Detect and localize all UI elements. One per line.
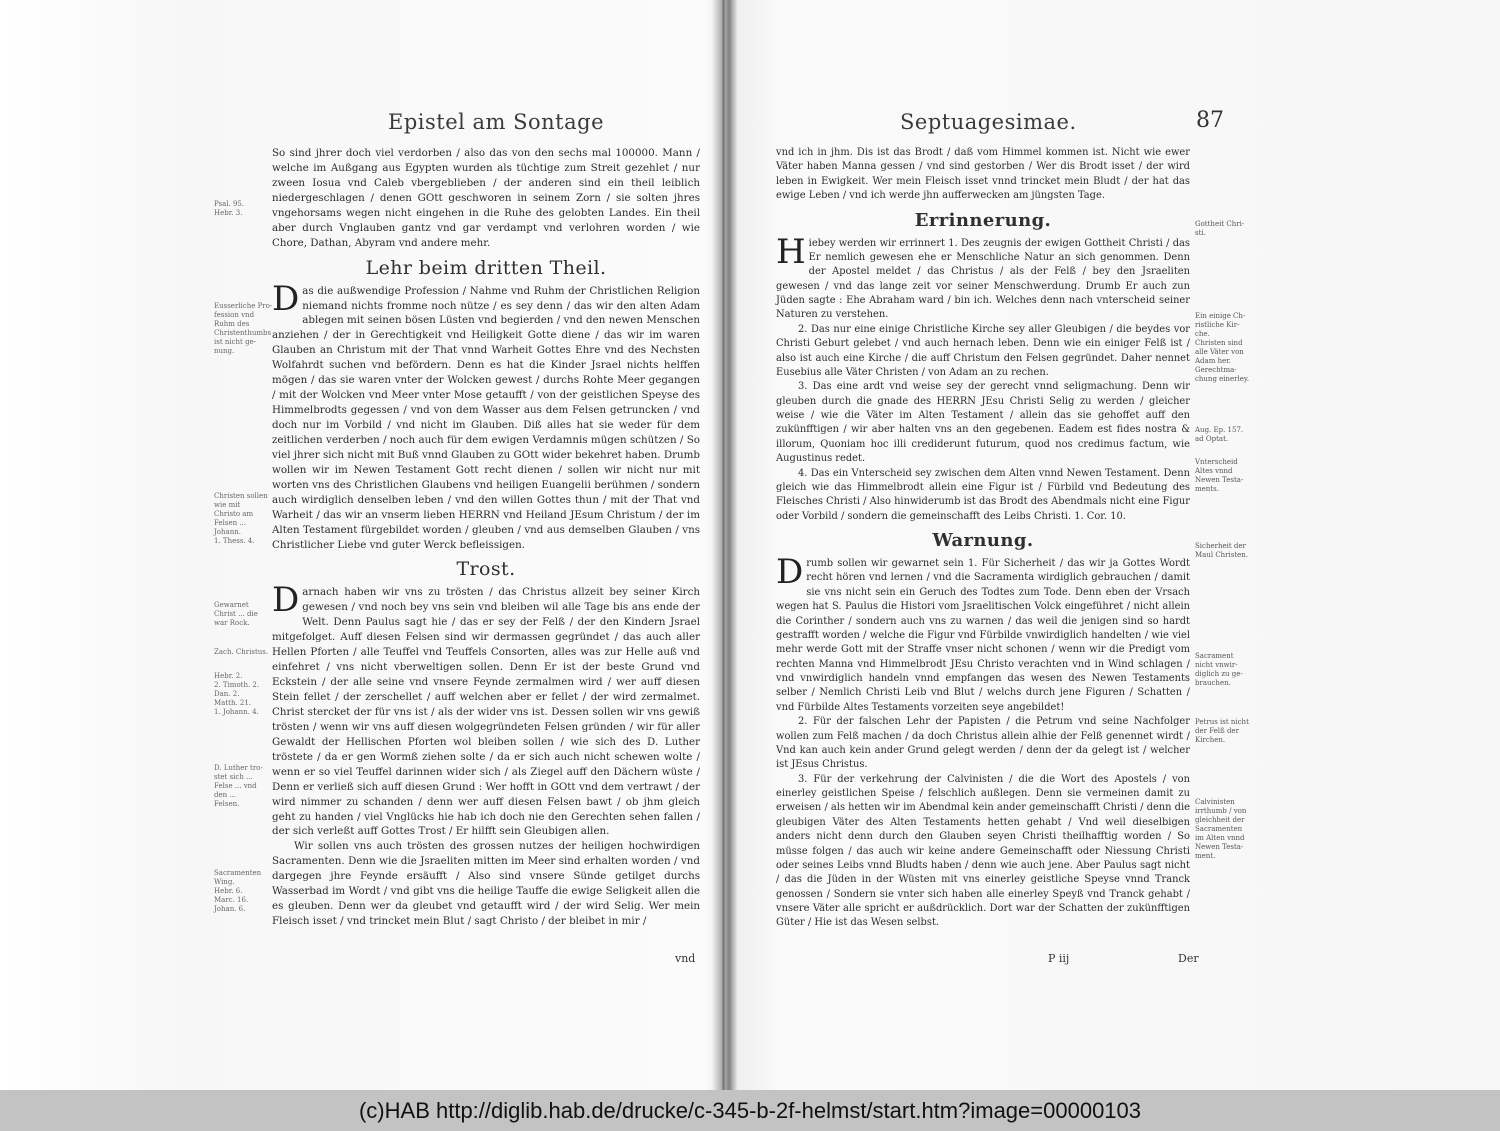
page-number: 87 bbox=[1196, 108, 1224, 133]
warnung-paragraph: 3. Für der verkehrung der Calvinisten / die die Wort des Apostels / von einerley geistlichen Speise / felschlich außlegen. Denn sie vermeinen damit zu erweisen / als hetten wir im Abendmal kein ander gemeinschafft Christi / denn die gleubigen Väter des Alten Testaments hetten gehabt / Vnd weil dieselbigen anders nicht denn durch den Glauben seyen Christi theilhafftig worden / So müsse folgen / das auch wir keine andere Gemeinschafft oder Niessung Christi oder seines Leibs vnnd Bludts haben / denn wie auch jene. Aber Paulus sagt nicht / das die Jüden in der Wüsten mit vns einerley geistliche Speyse vnnd Tranck genossen / Sondern sie vnter sich haben alle einerley Speyß vnd Tranck gehabt / vnsere Väter alle spricht er außdrücklich. Dort war der Schatten der zukünfftigen Güter / Hie ist das Wesen selbst. bbox=[776, 773, 1190, 929]
margin-note: Psal. 95. Hebr. 3. bbox=[214, 200, 245, 217]
book-gutter bbox=[712, 0, 734, 1090]
margin-note: Sacrament nicht vnwir- diglich zu ge- brauchen. bbox=[1195, 652, 1243, 687]
left-page bbox=[160, 96, 715, 976]
margin-note: Aug. Ep. 157. ad Optat. bbox=[1195, 426, 1244, 443]
section-heading-trost: Trost. bbox=[456, 558, 516, 581]
warnung-paragraph: 2. Für der falschen Lehr der Papisten / die Petrum vnd seine Nachfolger wollen zum Felß machen / da doch Christus allein alhie der Felß genennet wirdt / Vnd kan auch kein ander Grund gelegt werden / denn der da gelegt ist / welcher ist JEsus Christus. bbox=[776, 716, 1190, 771]
trost-paragraph: Wir sollen vns auch trösten des grossen nutzes der heiligen hochwirdigen Sacramenten. Denn wie die Jsraeliten mitten im Meer sind erhalten worden / vnd dargegen jhre Feynde ersäufft / Also sind vnsere Sünde getilget durchs Wasserbad im Wordt / vnd gibt vns die heilige Tauffe die ewige Seligkeit allen die es gleuben. Denn wer da gleubet vnd getaufft wird / der wird Selig. Wer mein Fleisch isset / vnd trincket mein Blut / sagt Christo / der bleibet in mir / bbox=[272, 840, 700, 928]
right-page bbox=[770, 96, 1260, 976]
attribution-text: (c)HAB http://diglib.hab.de/drucke/c-345-b-2f-helmst/start.htm?image=00000103 bbox=[358, 1097, 1142, 1123]
margin-note: Eusserliche Pro- fession vnd Ruhm des Christenthumbs ist nicht ge- nung. bbox=[214, 302, 273, 355]
attribution-bar bbox=[0, 1090, 1500, 1131]
lehr-paragraph: Das die außwendige Profession / Nahme vnd Ruhm der Christlichen Religion niemand nichts fromme noch nütze / es sey denn / das wir den alten Adam ablegen mit seinen bösen Lüsten vnd begierden / vnd den newen Menschen anziehen / der in Gerechtigkeit vnd Heiligkeit Gotte diene / das wir im waren Glauben an Christum mit der That vnnd Warheit Gottes Ehre vnd des Nechsten Wolfahrdt suchen vnd befördern. Denn es hat die Kinder Jsrael nichts helffen mögen / das sie waren vnter der Wolcken gewest / durchs Rohte Meer gegangen / mit der Wolcken vnd Meer vnter Mose getaufft / von der geistlichen Speyse des Himmelbrodts gegessen / vnd von dem Wasser aus dem Felsen getruncken / vnd doch nur im Vorbild / vnd nicht im Glauben. Diß alles hat sie weder für dem zeitlichen verderben / noch auch für dem ewigen Verdamnis mügen schützen / So viel jhrer sich nicht mit Buß vnnd Glauben zu GOtt wider bekehret haben. Drumb wollen wir im Newen Testament Gott recht dienen / sollen wir nicht nur mit worten vns des Christlichen Glaubens vnd heiligen Euangelii berühmen / sondern auch wirdiglich denselben leben / vnd den willen Gottes thun / mit der That vnd Warheit / das wir an vnserm lieben HERRN vnd Heiland JEsum Christum / der im Alten Testament fürgebildet worden / gleuben / vnd aus demselben Glauben / vns Christlicher Liebe vnd guter Werck befleissigen. bbox=[272, 278, 700, 551]
margin-note: Ein einige Ch- ristliche Kir- che. Christen sind alle Väter von Adam her. Gerechtma- chung einerley. bbox=[1195, 312, 1250, 383]
left-text-column bbox=[272, 146, 700, 929]
intro-paragraph: vnd ich in jhm. Dis ist das Brodt / daß vom Himmel kommen ist. Nicht wie ewer Väter haben Manna gessen / vnd sind gestorben / Wer dis Brodt isset / der wird leben in Ewigkeit. Wer mein Fleisch isset vnnd trincket mein Bludt / der hat das ewige Leben / vnd ich werde jhn aufferwecken am jüngsten Tage. bbox=[776, 147, 1190, 202]
margin-note: Zach. Christus. bbox=[214, 648, 269, 656]
errinnerung-paragraph: Hiebey werden wir errinnert 1. Des zeugnis der ewigen Gottheit Christi / das Er nemlich gewesen ehe er Menschliche Natur an sich genommen. Denn der Apostel meldet / das Christus / als der Felß / bey den Jsraeliten gewesen / vnd das lange zeit vor seiner Menschwerdung. Drumb Er auch zun Jüden sagte : Ehe Abraham ward / bin ich. Welches denn nach vnterscheid seiner Naturen zu verstehen. bbox=[776, 231, 1190, 321]
warnung-paragraph: Drumb sollen wir gewarnet sein 1. Für Sicherheit / das wir ja Gottes Wordt recht hören vnd lernen / vnd die Sacramenta wirdiglich gebrauchen / damit sie vns nicht sein ein Geruch des Todtes zum Tode. Denn eben der Vrsach wegen hat S. Paulus die Histori vom Jsraelitischen Volck eingeführet / nicht allein die Corinther / sondern auch vns zu warnen / das weil die jenigen sind so hardt gestrafft worden / welche die Figur vnd Fürbilde vnwirdiglich handelten / wie viel mehr werde Gott mit der Straffe vnser nicht schonen / wenn wir die Predigt vom rechten Manna vnd Himmelbrodt JEsu Christo verachten vnd in Wind schlagen / vnd vnwirdiglich handeln vnnd empfangen das wesen des Newen Testaments selber / Nemlich Christi Leib vnd Blut / welchs durch jene Figuren / Schatten / vnd Fürbilde Altes Testaments vorzeiten seye angebildet! bbox=[776, 552, 1190, 713]
margin-note: D. Luther tro- stet sich ... Felse ... vnd den ... Felsen. bbox=[214, 764, 263, 808]
margin-note: Vnterscheid Altes vnnd Newen Testa- ments. bbox=[1195, 458, 1244, 493]
right-running-head: Septuagesimae. bbox=[900, 110, 1077, 134]
signature-mark: P iij bbox=[1048, 952, 1070, 965]
errinnerung-paragraph: 2. Das nur eine einige Christliche Kirche sey aller Gleubigen / die beydes vor Christi Geburt gelebet / vnd auch hernach leben. Denn wie ein einiger Felß ist / also ist auch eine Kirche / die auff Christum den Felsen gegründet. Daher nennet Eusebius alle Väter Christen / von Adam an zu rechen. bbox=[776, 323, 1190, 378]
intro-paragraph: So sind jhrer doch viel verdorben / also das von den sechs mal 100000. Mann / welche im Außgang aus Egypten wurden als tüchtige zum Streit gezehlet / nur zween Iosua vnd Caleb vbergeblieben / der anderen sind ein theil leiblich niedergeschlagen / denen GOtt geschworen in seinem Zorn / sie solten jhres vngehorsams wegen nicht eingehen in die Ruhe des gelobten Landes. Ein theil aber durch Vnglauben gantz vnd gar verdampt vnd verlohren worden / wie Chore, Dathan, Abyram vnd andere mehr. bbox=[272, 147, 700, 249]
margin-note: Petrus ist nicht der Felß der Kirchen. bbox=[1195, 718, 1249, 744]
left-catchword: vnd bbox=[675, 952, 696, 965]
margin-note: Hebr. 2. 2. Timoth. 2. Dan. 2. Matth. 21. 1. Johann. 4. bbox=[214, 672, 260, 716]
margin-note: Calvinisten irrthumb / von gleichheit der Sacramenten im Alten vnnd Newen Testa- ment. bbox=[1195, 798, 1247, 860]
margin-note: Gewarnet Christ ... die war Rock. bbox=[214, 601, 258, 627]
errinnerung-paragraph: 4. Das ein Vnterscheid sey zwischen dem Alten vnnd Newen Testament. Denn gleich wie das Himmelbrodt allein eine Figur ist / Fürbild vnd Bedeutung des Fleisches Christi / Also hinwiderumb ist das Brodt des Abendmals nicht eine Figur oder Vorbild / sondern die gemeinschafft des Leibs Christi. 1. Cor. 10. bbox=[776, 467, 1190, 522]
section-heading-errinnerung: Errinnerung. bbox=[914, 209, 1052, 231]
section-heading-warnung: Warnung. bbox=[932, 530, 1034, 551]
errinnerung-paragraph: 3. Das eine ardt vnd weise sey der gerecht vnnd seligmachung. Denn wir gleuben durch die gnade des HERRN JEsu Christi Selig zu werden / gleicher weise / wie die Väter im Alten Testament / allein das sie gehoffet auff den zukünfftigen / wir aber halten vns an den gegebenen. Eadem est fides nostra & illorum, Quoniam hoc illi crediderunt futurum, quod nos credimus factum, wie Augustinus redet. bbox=[776, 381, 1190, 465]
trost-paragraph: Darnach haben wir vns zu trösten / das Christus allzeit bey seiner Kirch gewesen / vnd noch bey vns sein vnd bleiben wil alle Tage bis ans ende der Welt. Denn Paulus sagt hie / das er sey der Felß / der den Kindern Jsrael mitgefolget. Auff diesen Felsen sind wir dermassen gegründet / das auch aller Hellen Pforten / alle Teuffel vnd Teuffels Consorten, alles was zur Helle auß vnd einfehret / vns nicht vberweltigen sollen. Denn Er ist der beste Grund vnd Eckstein / der alle seine vnd vnsere Feynde zermalmen wird / wer auff diesen Stein fellet / der zerschellet / auff welchen aber er fellet / der wird zermalmet. Christ stercket der für vns ist / als der wider vns ist. Dessen sollen wir vns gewiß trösten / wenn wir vns auff diesen wolgegründeten Felsen gründen / wir für aller Gewaldt der Hellischen Pforten wol bleiben sollen / wie sich des D. Luther tröstete / da er gen Wormß ziehen solte / da er sich auch nicht schewen wolte / wenn er so viel Teuffel darinnen wider sich / als Ziegel auff den Dächern wüste / Denn er verließ sich auff diesen Grund : Wer hofft in GOtt vnd dem vertrawt / der wird nimmer zu schanden / denn wer auff diesen Felsen bawt / ob jhm gleich geht zu handen / viel Vnglücks hie hab ich doch nie den Gerechten sehen fallen / der sich verleßt auff Gottes Trost / Er hilfft sein Gleubigen allen. bbox=[272, 580, 700, 838]
margin-note: Gottheit Chri- sti. bbox=[1195, 220, 1245, 237]
left-running-head: Epistel am Sontage bbox=[388, 110, 605, 134]
margin-note: Christen sollen wie mit Christo am Felsen ... Johann. 1. Thess. 4. bbox=[214, 492, 268, 545]
margin-note: Sacramenten Wing. Hebr. 6. Marc. 16. Johan. 6. bbox=[214, 869, 262, 913]
right-text-column bbox=[776, 146, 1190, 931]
right-catchword: Der bbox=[1178, 952, 1199, 965]
section-heading-lehr: Lehr beim dritten Theil. bbox=[365, 256, 607, 279]
margin-note: Sicherheit der Maul Christen. bbox=[1195, 542, 1249, 559]
